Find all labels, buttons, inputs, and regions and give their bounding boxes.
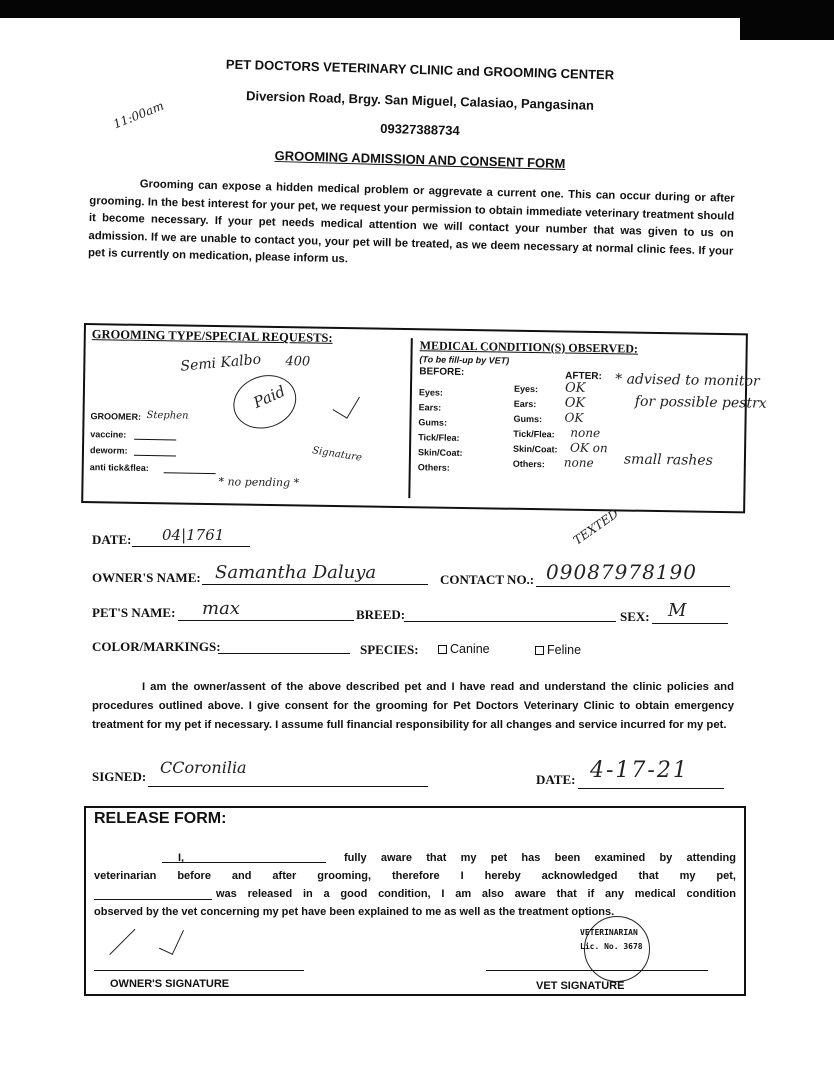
- after-eyes-label: Eyes:: [513, 383, 539, 395]
- owner-name-label: OWNER'S NAME:: [92, 570, 201, 585]
- scan-top-edge: [0, 0, 834, 18]
- after-gums-label: Gums:: [513, 413, 543, 425]
- paid-handwriting: Paid: [250, 382, 288, 412]
- after-skincoat-value: OK on: [569, 440, 608, 456]
- antitick-label: anti tick&flea:: [89, 462, 149, 474]
- before-gums-label: Gums:: [418, 417, 448, 428]
- deworm-line: [134, 455, 176, 457]
- pending-note-handwriting: * no pending *: [218, 475, 300, 490]
- checkmark-icon: [333, 389, 360, 419]
- medical-subtitle: (To be fill-up by VET): [419, 354, 510, 366]
- after-others-label: Others:: [512, 458, 545, 470]
- medical-note-1: * advised to monitor: [615, 371, 760, 390]
- signed-date-line: [578, 788, 724, 789]
- species-label: SPECIES:: [360, 642, 419, 657]
- pet-name-line: [178, 620, 354, 621]
- consent-paragraph: I am the owner/assent of the above described pet and I have read and understand the clinic policies and procedures outlined above. I give consent for the grooming for Pet Doctors Veterinary Clinic to obtain emergency treatment for my pet if necessary. I assume full financial responsibility for all changes and service incurred for my pet.: [92, 681, 734, 731]
- owner-name-handwriting: Samantha Daluya: [215, 562, 377, 583]
- release-form-box: [84, 806, 746, 996]
- clinic-address: Diversion Road, Brgy. San Miguel, Calasiao, Pangasinan: [245, 88, 595, 113]
- before-ears-label: Ears:: [418, 402, 442, 413]
- owner-signature-line: [94, 970, 304, 971]
- owner-signature-mark: [159, 924, 184, 955]
- after-eyes-value: OK: [564, 380, 586, 396]
- owner-signature-label: OWNER'S SIGNATURE: [110, 978, 230, 990]
- after-others-value: none: [563, 455, 594, 471]
- signed-label: SIGNED:: [92, 769, 147, 784]
- signature-handwriting: Signature: [311, 445, 363, 464]
- sex-line: [652, 623, 728, 624]
- vaccine-label: vaccine:: [90, 429, 127, 440]
- feline-checkbox[interactable]: [535, 646, 544, 655]
- after-ears-label: Ears:: [513, 398, 537, 410]
- pet-name-handwriting: max: [202, 598, 240, 619]
- deworm-label: deworm:: [89, 445, 128, 456]
- scan-corner-shadow: [740, 0, 834, 40]
- owner-name-line: [202, 584, 428, 585]
- signed-line: [148, 786, 428, 787]
- after-skincoat-label: Skin/Coat:: [512, 443, 558, 455]
- grooming-medical-box: [81, 323, 767, 513]
- after-gums-value: OK: [564, 410, 584, 425]
- breed-label: BREED:: [356, 607, 406, 622]
- release-title: RELEASE FORM:: [94, 810, 227, 827]
- clinic-phone: 09327388734: [380, 120, 460, 139]
- breed-line: [404, 621, 616, 622]
- sex-handwriting: M: [668, 600, 687, 621]
- release-pet-line: [94, 899, 212, 900]
- date-label: DATE:: [92, 532, 132, 547]
- date-handwriting: 04|1761: [162, 526, 225, 544]
- sex-label: SEX:: [620, 609, 650, 624]
- medical-note-3: small rashes: [623, 451, 713, 469]
- pet-name-label: PET'S NAME:: [92, 605, 176, 620]
- date-line: [132, 546, 250, 547]
- signed-date-label: DATE:: [536, 772, 576, 787]
- before-tickflea-label: Tick/Flea:: [418, 432, 460, 443]
- medical-rows: [418, 382, 629, 475]
- vet-stamp-line2: Lic. No. 3678: [580, 942, 643, 951]
- clinic-name: PET DOCTORS VETERINARY CLINIC and GROOMING CENTER: [225, 56, 615, 83]
- groomer-handwriting: Stephen: [146, 409, 189, 422]
- contact-line: [536, 586, 730, 587]
- intro-paragraph: Grooming can expose a hidden medical problem or aggrevate a current one. This can occur during or after grooming. In the best interest for your pet, we request your permission to obtain immediate veterinary treatment should it become necessary. If your pet needs medical attention we will contact your number that was given to us on admission. If we are unable to contact you, your pet will be treated, as we deem necessary at normal clinic fees. If your pet is currently on medication, please inform us.: [87, 178, 735, 266]
- before-label: BEFORE:: [419, 366, 465, 378]
- release-name-line: [162, 862, 326, 863]
- contact-label: CONTACT NO.:: [440, 572, 535, 587]
- texted-handwriting: TEXTED: [570, 506, 622, 548]
- groomer-label: GROOMER:: [90, 411, 142, 422]
- before-skincoat-label: Skin/Coat:: [417, 447, 463, 458]
- signed-date-handwriting: 4-17-21: [590, 758, 689, 783]
- before-others-label: Others:: [417, 462, 450, 473]
- medical-title: MEDICAL CONDITION(S) OBSERVED:: [419, 338, 639, 356]
- form-title: GROOMING ADMISSION AND CONSENT FORM: [274, 147, 566, 172]
- release-line1-text: fully aware that my pet has been examined by attending: [344, 852, 736, 864]
- release-line1-start: I,: [178, 852, 185, 864]
- feline-label: Feline: [547, 643, 582, 657]
- after-label: AFTER:: [565, 370, 602, 383]
- release-line3: was released in a good condition, I am also aware that if any medical condition: [216, 888, 736, 900]
- medical-row: [418, 457, 628, 475]
- medical-note-2: for possible pestrx: [634, 393, 767, 412]
- species-canine[interactable]: [438, 642, 490, 656]
- vaccine-line: [134, 439, 176, 441]
- contact-handwriting: 09087978190: [546, 560, 697, 584]
- species-feline[interactable]: [535, 643, 581, 657]
- color-label: COLOR/MARKINGS:: [92, 639, 221, 654]
- vet-signature-line: [486, 970, 708, 971]
- before-eyes-label: Eyes:: [418, 387, 444, 398]
- canine-label: Canine: [450, 642, 490, 656]
- after-tickflea-value: none: [570, 425, 601, 441]
- release-line2: veterinarian before and after grooming, therefore I hereby acknowledged that my pet,: [94, 870, 736, 882]
- box-divider: [408, 338, 413, 498]
- after-tickflea-label: Tick/Flea:: [513, 428, 555, 440]
- margin-time-note: 11:00am: [111, 98, 166, 132]
- grooming-price-handwriting: 400: [285, 354, 311, 370]
- vet-signature-label: VET SIGNATURE: [536, 980, 625, 992]
- vet-stamp-line1: VETERINARIAN: [580, 928, 638, 937]
- release-line4: observed by the vet concerning my pet have been explained to me as well as the treatment options.: [94, 906, 615, 918]
- signed-handwriting: CCoronilia: [160, 758, 247, 777]
- color-line: [218, 653, 350, 654]
- canine-checkbox[interactable]: [438, 645, 447, 654]
- after-ears-value: OK: [564, 395, 586, 411]
- owner-signature-scribble: [109, 929, 163, 983]
- grooming-title: GROOMING TYPE/SPECIAL REQUESTS:: [91, 327, 333, 345]
- grooming-request-handwriting: Semi Kalbo: [179, 351, 262, 375]
- antitick-line: [164, 472, 216, 474]
